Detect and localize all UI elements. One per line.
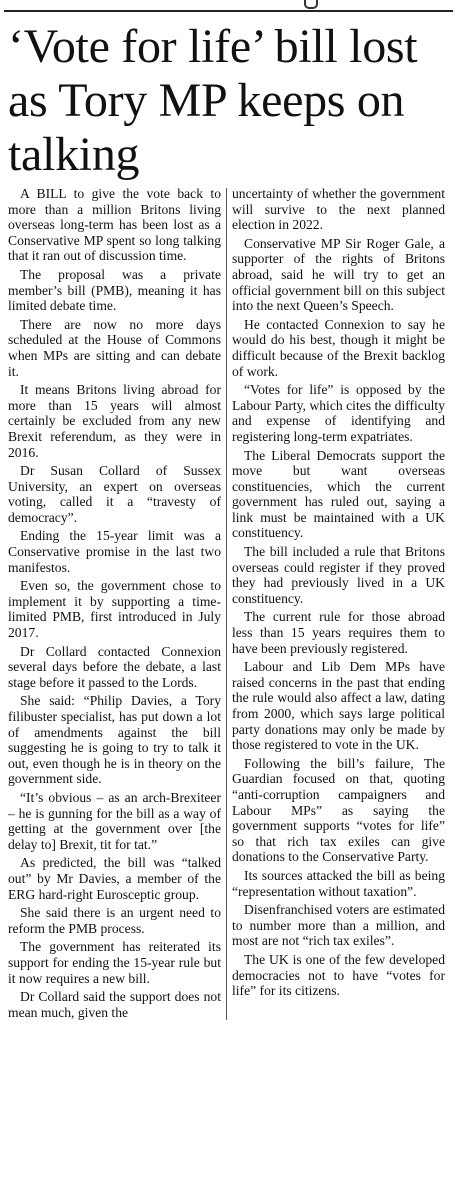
headline: ‘Vote for life’ bill lost as Tory MP keeps on talking	[8, 20, 418, 181]
paragraph: uncertainty of whether the government will survive to the next planned election in 2022.	[232, 186, 445, 233]
paragraph: As predicted, the bill was “talked out” by Mr Davies, a member of the ERG hard-right Eurosceptic group.	[8, 855, 221, 902]
masthead-fragment	[304, 0, 318, 9]
column-left	[8, 186, 221, 1020]
paragraph: It means Britons living abroad for more than 15 years will almost certainly be excluded from any new Brexit referendum, as they were in 2016.	[8, 382, 221, 460]
paragraph: The government has reiterated its support for ending the 15-year rule but it now requires a new bill.	[8, 939, 221, 986]
paragraph: Labour and Lib Dem MPs have raised concerns in the past that ending the rule would also affect a law, dating from 2000, which says large political party donations may only be made by those registered to vote in the UK.	[232, 659, 445, 753]
column-right	[232, 186, 445, 1020]
paragraph: Ending the 15-year limit was a Conservative promise in the last two manifestos.	[8, 528, 221, 575]
paragraph: “It’s obvious – as an arch-Brexiteer – he is gunning for the bill as a way of getting at the government over [the delay to] Brexit, tit for tat.”	[8, 789, 221, 852]
paragraph: A BILL to give the vote back to more than a million Britons living overseas long-term has been lost as a Conservative MP spent so long talking that it ran out of discussion time.	[8, 186, 221, 264]
paragraph: Disenfranchised voters are estimated to number more than a million, and most are not “rich tax exiles”.	[232, 902, 445, 949]
top-rule	[4, 0, 453, 12]
paragraph: He contacted Connexion to say he would do his best, though it might be difficult because of the Brexit backlog of work.	[232, 316, 445, 379]
paragraph: Dr Collard said the support does not mean much, given the	[8, 989, 221, 1020]
paragraph: The current rule for those abroad less than 15 years requires them to have been previously registered.	[232, 609, 445, 656]
paragraph: She said: “Philip Davies, a Tory filibuster specialist, has put down a lot of amendments against the bill suggesting he is going to try to talk it out, even though he is in theory on the government side.	[8, 693, 221, 787]
paragraph: The bill included a rule that Britons overseas could register if they proved they had previously lived in a UK constituency.	[232, 544, 445, 606]
article-body	[8, 186, 451, 1020]
paragraph: Conservative MP Sir Roger Gale, a supporter of the rights of Britons abroad, said he will try to get an official government bill on this subject into the next Queen’s Speech.	[232, 235, 445, 314]
paragraph: Dr Collard contacted Connexion several days before the debate, a last stage before it passed to the Lords.	[8, 643, 221, 690]
paragraph: Following the bill’s failure, The Guardian focused on that, quoting “anti-corruption campaigners and Labour MPs” as saying the government supports “votes for life” so that rich tax exiles can give donations to the Conservative Party.	[232, 755, 445, 865]
paragraph: The Liberal Democrats support the move but want overseas constituencies, which the current government has ruled out, saying a link must be maintained with a UK constituency.	[232, 447, 445, 541]
paragraph: She said there is an urgent need to reform the PMB process.	[8, 905, 221, 936]
paragraph: The UK is one of the few developed democracies not to have “votes for life” for its citizens.	[232, 951, 445, 999]
paragraph: Dr Susan Collard of Sussex University, an expert on overseas voting, called it a “travesty of democracy”.	[8, 463, 221, 525]
paragraph: “Votes for life” is opposed by the Labour Party, which cites the difficulty and expense of identifying and registering long-term expatriates.	[232, 382, 445, 444]
paragraph: Even so, the government chose to implement it by supporting a time-limited PMB, first introduced in July 2017.	[8, 578, 221, 641]
paragraph: Its sources attacked the bill as being “representation without taxation”.	[232, 867, 445, 899]
paragraph: The proposal was a private member’s bill (PMB), meaning it has limited debate time.	[8, 266, 221, 314]
paragraph: There are now no more days scheduled at the House of Commons when MPs are sitting and can debate it.	[8, 316, 221, 379]
